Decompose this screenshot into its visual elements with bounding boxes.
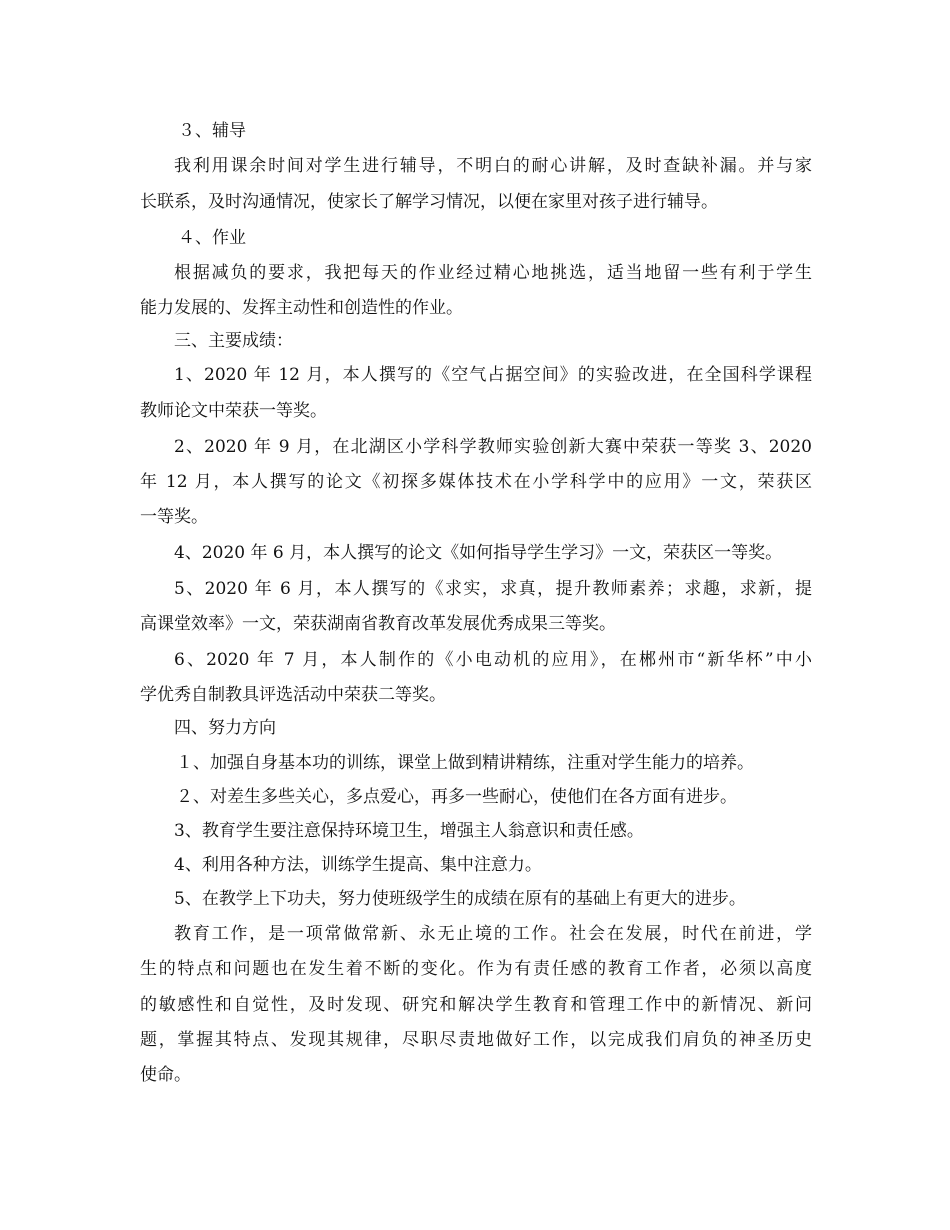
section-heading: ４、作业 <box>178 228 246 248</box>
list-item: １、加强自身基本功的训练，课堂上做到精讲精练，注重对学生能力的培养。 <box>176 753 754 773</box>
section-heading: 四、努力方向 <box>174 718 276 738</box>
paragraph-line: 教育工作，是一项常做常新、永无止境的工作。社会在发展，时代在前进，学 <box>174 924 812 944</box>
paragraph-line: 根据减负的要求，我把每天的作业经过精心地挑选，适当地留一些有利于学生 <box>174 263 812 283</box>
paragraph-line: 学优秀自制教具评选活动中荣获二等奖。 <box>140 685 446 705</box>
paragraph-line: 2、2020 年 9 月，在北湖区小学科学教师实验创新大赛中荣获一等奖 3、2020 <box>174 437 812 457</box>
paragraph-line: 的敏感性和自觉性，及时发现、研究和解决学生教育和管理工作中的新情况、新问 <box>140 995 812 1015</box>
paragraph-line: 一等奖。 <box>140 507 208 527</box>
paragraph-line: 年 12 月，本人撰写的论文《初探多媒体技术在小学科学中的应用》一文，荣获区 <box>140 472 812 492</box>
list-item: 5、在教学上下功夫，努力使班级学生的成绩在原有的基础上有更大的进步。 <box>174 889 746 909</box>
paragraph-line: 高课堂效率》一文，荣获湖南省教育改革发展优秀成果三等奖。 <box>140 614 616 634</box>
list-item: ２、对差生多些关心，多点爱心，再多一些耐心，使他们在各方面有进步。 <box>176 787 737 807</box>
paragraph-line: 我利用课余时间对学生进行辅导，不明白的耐心讲解，及时查缺补漏。并与家 <box>174 156 812 176</box>
paragraph-line: 能力发展的、发挥主动性和创造性的作业。 <box>140 298 463 318</box>
paragraph-line: 1、2020 年 12 月，本人撰写的《空气占据空间》的实验改进，在全国科学课程 <box>174 365 812 385</box>
paragraph-line: 题，掌握其特点、发现其规律，尽职尽责地做好工作，以完成我们肩负的神圣历史 <box>140 1030 812 1050</box>
list-item: 3、教育学生要注意保持环境卫生，增强主人翁意识和责任感。 <box>174 821 644 841</box>
paragraph-line: 生的特点和问题也在发生着不断的变化。作为有责任感的教育工作者，必须以高度 <box>140 959 812 979</box>
paragraph-line: 教师论文中荣获一等奖。 <box>140 401 327 421</box>
paragraph-line: 长联系，及时沟通情况，使家长了解学习情况，以便在家里对孩子进行辅导。 <box>140 192 718 212</box>
paragraph-line: 使命。 <box>140 1065 191 1085</box>
paragraph-line: 5、2020 年 6 月，本人撰写的《求实，求真，提升教师素养；求趣，求新，提 <box>174 579 812 599</box>
paragraph-line: 4、2020 年 6 月，本人撰写的论文《如何指导学生学习》一文，荣获区一等奖。 <box>174 543 783 563</box>
section-heading: 三、主要成绩： <box>174 331 293 351</box>
paragraph-line: 6、2020 年 7 月，本人制作的《小电动机的应用》，在郴州市“新华杯”中小 <box>174 650 812 670</box>
list-item: 4、利用各种方法，训练学生提高、集中注意力。 <box>174 855 542 875</box>
section-heading: ３、辅导 <box>178 121 246 141</box>
